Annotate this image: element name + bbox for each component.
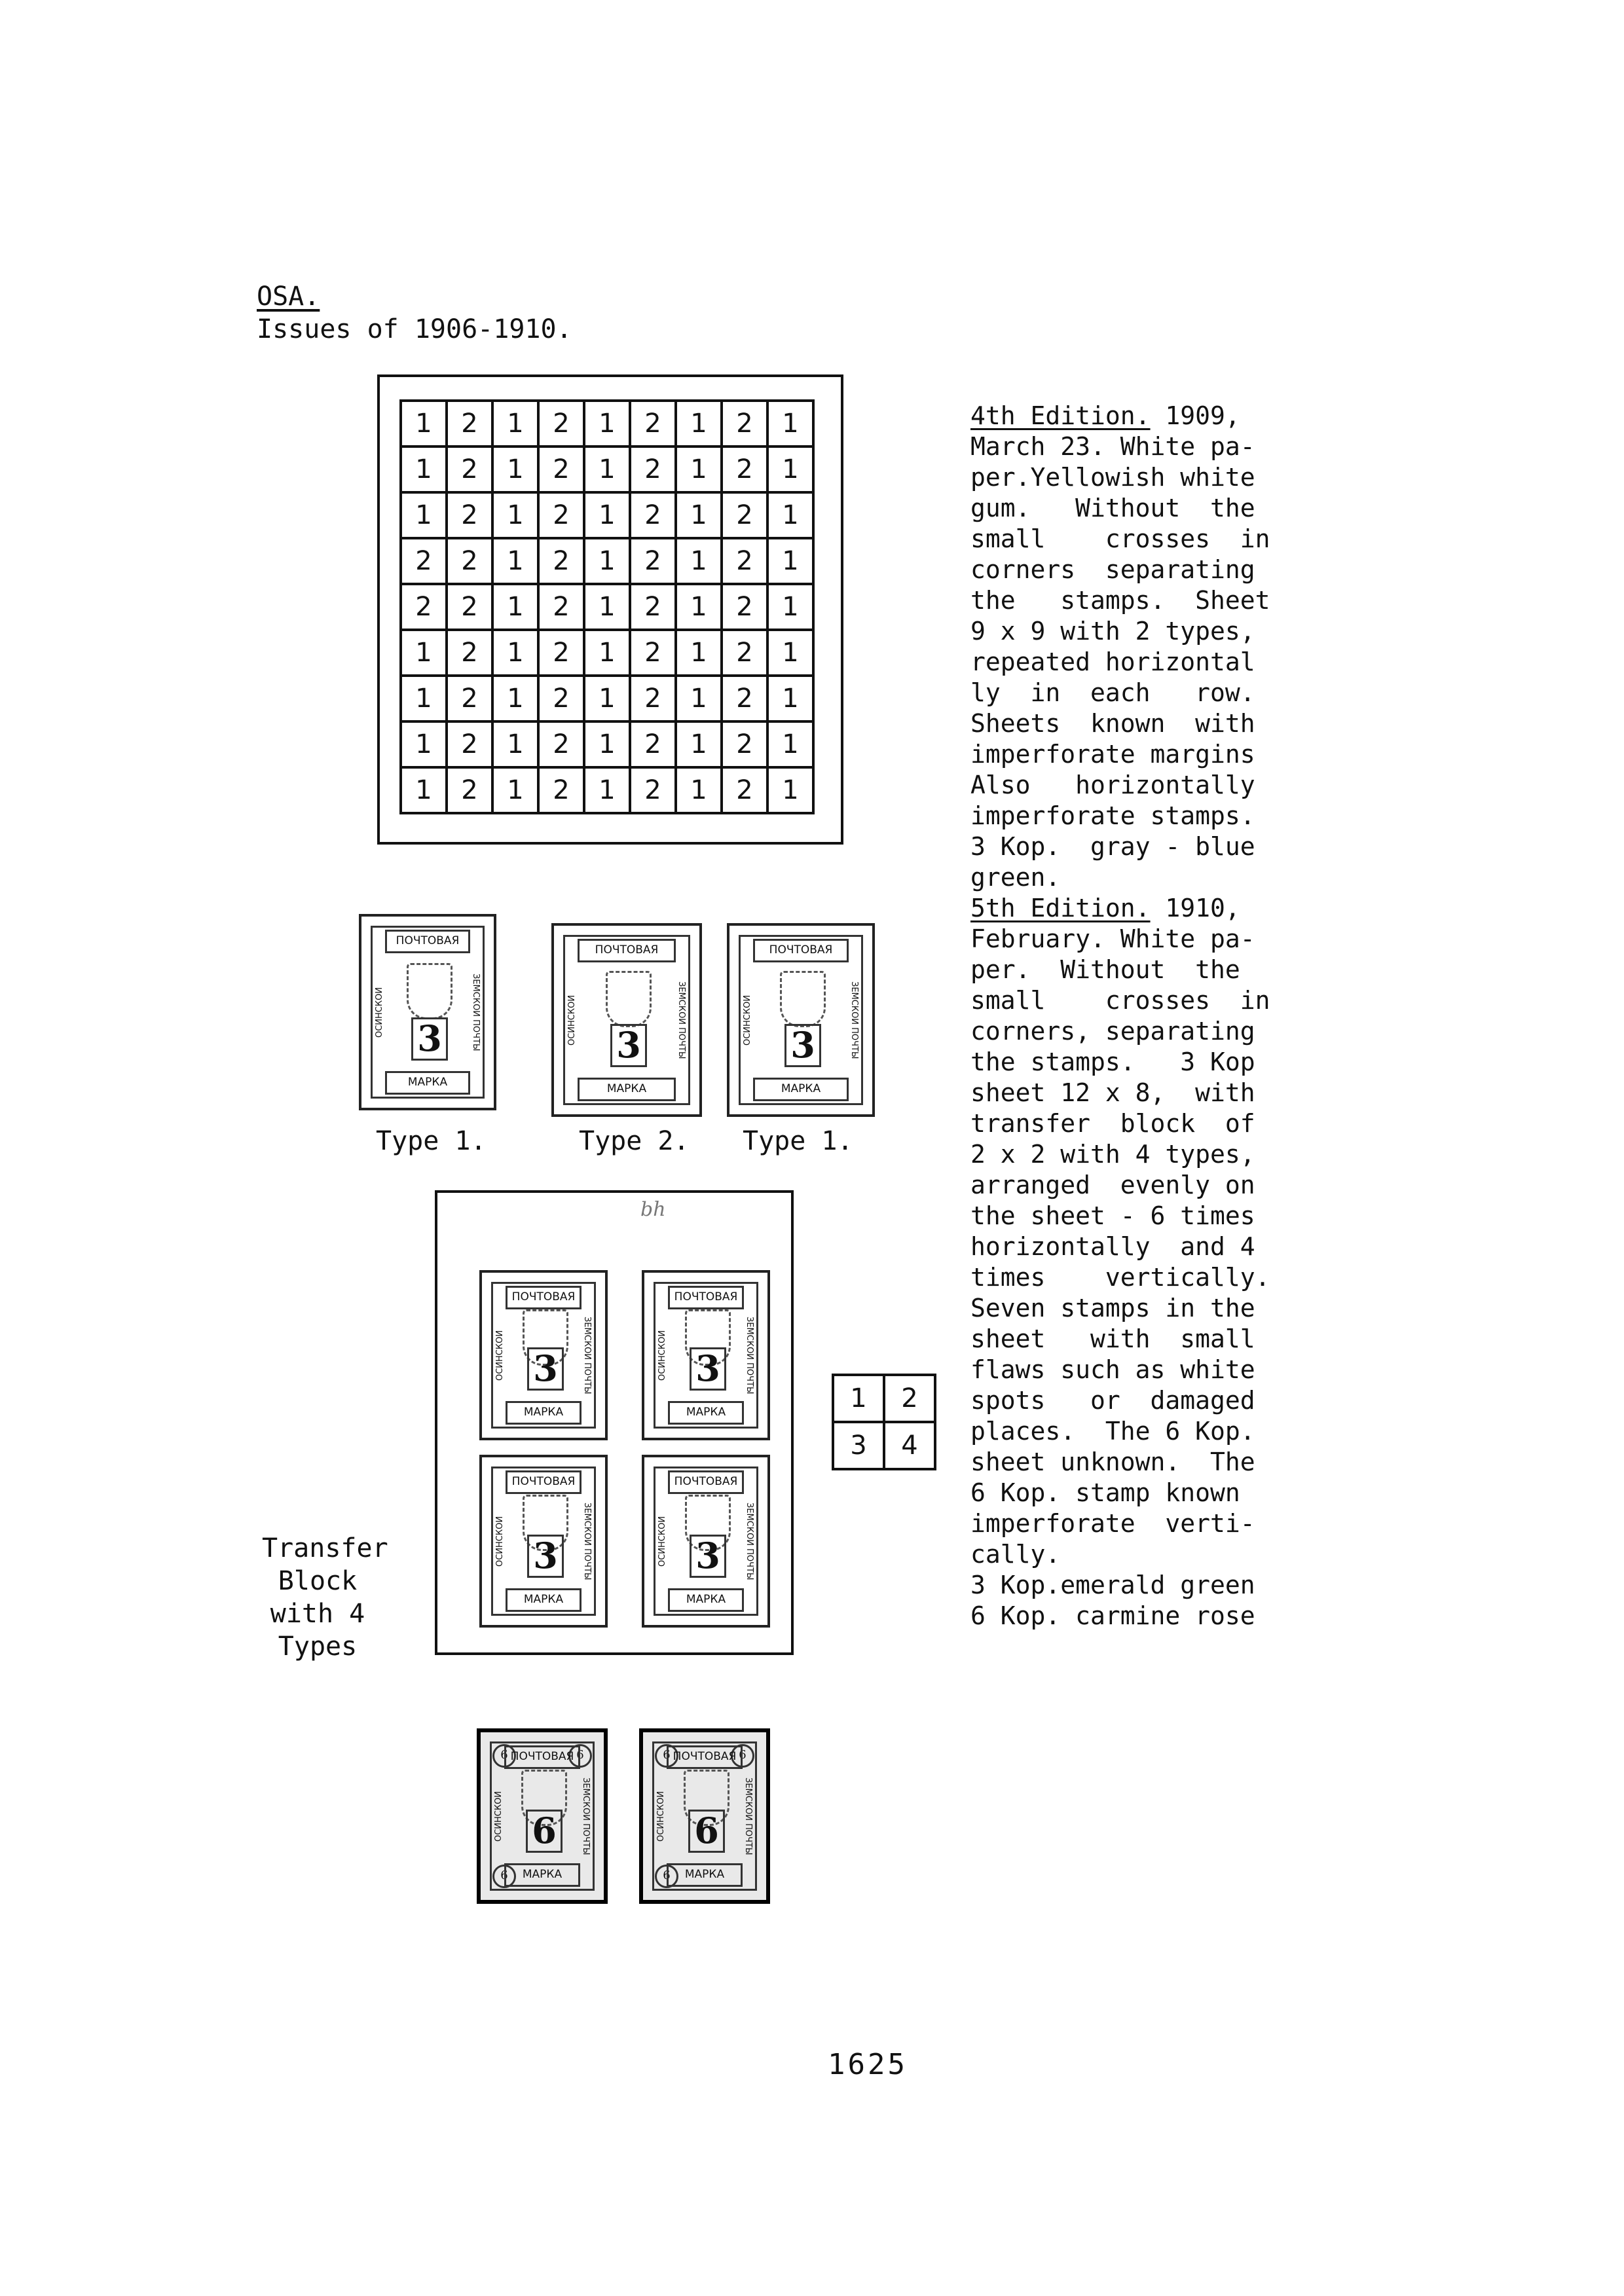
grid-cell: 2 <box>447 538 492 584</box>
ed5-line: 6 Kop. stamp known <box>970 1478 1240 1507</box>
ed5-line: February. White pa- <box>970 924 1255 953</box>
key-cell: 3 <box>833 1422 884 1469</box>
grid-cell: 2 <box>722 676 767 721</box>
grid-cell: 2 <box>538 401 584 446</box>
ed5-line: spots or damaged <box>970 1386 1255 1415</box>
coat-of-arms-icon <box>407 963 452 1019</box>
stamp-top-label: ПОЧТОВАЯ <box>506 1286 581 1309</box>
grid-cell: 2 <box>722 538 767 584</box>
stamp-right-label: ЗЕМСКОЙ ПОЧТЫ <box>582 1502 592 1580</box>
grid-cell: 2 <box>447 584 492 630</box>
ed4-line: green. <box>970 863 1061 892</box>
grid-cell: 1 <box>584 401 630 446</box>
grid-cell: 1 <box>676 630 722 676</box>
ed5-line: the stamps. 3 Kop <box>970 1048 1255 1076</box>
stamp-right-label: ЗЕМСКОЙ ПОЧТЫ <box>743 1777 753 1855</box>
corner-value: 6 <box>731 1744 754 1768</box>
grid-cell: 1 <box>492 584 538 630</box>
ed5-line: 6 Kop. carmine rose <box>970 1601 1255 1630</box>
stamp-top-label: ПОЧТОВАЯ <box>504 1745 580 1769</box>
stamp-6-kop-left <box>477 1728 608 1904</box>
ed5-line: horizontally and 4 <box>970 1232 1255 1261</box>
ed4-line: small crosses in <box>970 524 1270 553</box>
stamp-value: 3 <box>411 1017 448 1061</box>
ed4-line: repeated horizontal <box>970 647 1255 676</box>
stamp-value: 3 <box>784 1024 821 1067</box>
grid-cell: 2 <box>538 630 584 676</box>
pencil-mark: bh <box>640 1198 666 1221</box>
stamp-top-label: ПОЧТОВАЯ <box>668 1470 744 1494</box>
grid-cell: 2 <box>630 492 676 538</box>
ed4-line: Also horizontally <box>970 771 1255 799</box>
grid-cell: 1 <box>492 721 538 767</box>
grid-cell: 1 <box>584 630 630 676</box>
grid-cell: 2 <box>447 767 492 813</box>
ed4-line: March 23. White pa- <box>970 432 1255 461</box>
stamp-right-label: ЗЕМСКОЙ ПОЧТЫ <box>582 1316 592 1394</box>
grid-cell: 1 <box>767 721 813 767</box>
ed5-line: sheet 12 x 8, with <box>970 1078 1255 1107</box>
grid-row <box>401 630 813 676</box>
ed5-line: times vertically. <box>970 1263 1270 1292</box>
grid-cell: 1 <box>401 401 447 446</box>
grid-cell: 1 <box>401 767 447 813</box>
ed4-line: ly in each row. <box>970 678 1255 707</box>
caption-type-2: Type 2. <box>579 1126 690 1156</box>
stamp-value: 3 <box>527 1535 564 1578</box>
key-row <box>833 1422 935 1469</box>
grid-cell: 2 <box>447 492 492 538</box>
grid-row <box>401 401 813 446</box>
transfer-block-label <box>262 1532 388 1663</box>
ed5-line: 3 Kop.emerald green <box>970 1571 1255 1599</box>
grid-cell: 1 <box>676 446 722 492</box>
stamp-top-label: ПОЧТОВАЯ <box>385 930 470 953</box>
ed5-line: per. Without the <box>970 955 1240 984</box>
corner-value: 6 <box>492 1744 516 1768</box>
ed5-heading: 5th Edition. <box>970 894 1151 922</box>
grid-cell: 2 <box>630 721 676 767</box>
page-title-block <box>257 280 572 346</box>
grid-cell: 2 <box>447 676 492 721</box>
grid-cell: 1 <box>584 676 630 721</box>
ed4-line: imperforate margins <box>970 740 1255 769</box>
edition-description <box>970 401 1324 1631</box>
transfer-stamp-3 <box>479 1455 608 1628</box>
grid-cell: 1 <box>676 401 722 446</box>
label-line: Types <box>278 1631 358 1662</box>
stamp-value: 6 <box>688 1810 725 1853</box>
stamp-value: 3 <box>690 1535 726 1578</box>
ed5-line: cally. <box>970 1540 1061 1569</box>
grid-cell: 1 <box>676 584 722 630</box>
grid-row <box>401 584 813 630</box>
grid-cell: 2 <box>538 767 584 813</box>
transfer-type-key <box>832 1374 936 1470</box>
grid-cell: 1 <box>767 401 813 446</box>
grid-cell: 2 <box>630 767 676 813</box>
ed5-line: sheet with small <box>970 1324 1255 1353</box>
ed5-year: 1910, <box>1150 894 1240 922</box>
stamp-left-label: ОСИНСКОЙ <box>567 994 577 1046</box>
grid-cell: 2 <box>447 630 492 676</box>
grid-cell: 1 <box>492 446 538 492</box>
stamp-right-label: ЗЕМСКОЙ ПОЧТЫ <box>676 981 686 1059</box>
stamp-type-2 <box>551 923 702 1117</box>
ed4-line: per.Yellowish white <box>970 463 1255 492</box>
stamp-value: 3 <box>527 1347 564 1391</box>
grid-cell: 1 <box>676 538 722 584</box>
stamp-type-1-right <box>727 923 875 1117</box>
label-line: with 4 <box>270 1599 365 1629</box>
stamp-top-label: ПОЧТОВАЯ <box>668 1286 744 1309</box>
stamp-top-label: ПОЧТОВАЯ <box>578 939 676 962</box>
stamp-right-label: ЗЕМСКОЙ ПОЧТЫ <box>745 1502 754 1580</box>
grid-cell: 1 <box>584 492 630 538</box>
ed4-line: the stamps. Sheet <box>970 586 1270 615</box>
stamp-6-kop-right <box>639 1728 770 1904</box>
key-cell: 1 <box>833 1375 884 1422</box>
grid-cell: 2 <box>722 584 767 630</box>
stamp-bottom-label: МАРКА <box>506 1401 581 1425</box>
grid-cell: 2 <box>722 767 767 813</box>
transfer-stamp-4 <box>642 1455 770 1628</box>
stamp-left-label: ОСИНСКОЙ <box>657 1330 667 1381</box>
corner-value: 6 <box>492 1865 516 1888</box>
stamp-right-label: ЗЕМСКОЙ ПОЧТЫ <box>581 1777 591 1855</box>
grid-cell: 2 <box>538 721 584 767</box>
ed4-text <box>970 431 1324 893</box>
ed5-line: arranged evenly on <box>970 1171 1255 1199</box>
grid-cell: 2 <box>401 584 447 630</box>
stamp-value: 3 <box>610 1024 647 1067</box>
corner-value: 6 <box>568 1744 592 1768</box>
ed5-line: places. The 6 Kop. <box>970 1417 1255 1446</box>
page-number: 1625 <box>828 2048 908 2081</box>
ed5-heading-line <box>970 893 1324 924</box>
stamp-left-label: ОСИНСКОЙ <box>495 1516 505 1567</box>
corner-value: 6 <box>655 1865 678 1888</box>
grid-cell: 1 <box>584 721 630 767</box>
grid-cell: 1 <box>584 584 630 630</box>
stamp-left-label: ОСИНСКОЙ <box>375 987 384 1038</box>
grid-cell: 1 <box>767 584 813 630</box>
grid-cell: 2 <box>538 492 584 538</box>
stamp-top-label: ПОЧТОВАЯ <box>667 1745 743 1769</box>
grid-row <box>401 676 813 721</box>
grid-cell: 1 <box>767 492 813 538</box>
grid-cell: 1 <box>767 446 813 492</box>
stamp-bottom-label: МАРКА <box>506 1588 581 1612</box>
grid-cell: 1 <box>492 630 538 676</box>
stamp-left-label: ОСИНСКОЙ <box>657 1516 667 1567</box>
stamp-right-label: ЗЕМСКОЙ ПОЧТЫ <box>849 981 859 1059</box>
grid-cell: 1 <box>767 538 813 584</box>
ed4-line: imperforate stamps. <box>970 801 1255 830</box>
grid-cell: 1 <box>767 676 813 721</box>
grid-cell: 2 <box>722 401 767 446</box>
ed4-line: 9 x 9 with 2 types, <box>970 617 1255 646</box>
grid-cell: 2 <box>630 630 676 676</box>
key-cell: 2 <box>884 1375 935 1422</box>
ed5-line: 2 x 2 with 4 types, <box>970 1140 1255 1169</box>
stamp-top-label: ПОЧТОВАЯ <box>506 1470 581 1494</box>
stamp-type-1-left <box>359 914 496 1110</box>
grid-cell: 1 <box>492 767 538 813</box>
stamp-value: 6 <box>526 1810 563 1853</box>
grid-cell: 1 <box>492 492 538 538</box>
label-line: Block <box>278 1566 358 1596</box>
grid-cell: 2 <box>447 721 492 767</box>
caption-type-1-left: Type 1. <box>376 1126 487 1156</box>
ed4-heading-line <box>970 401 1324 431</box>
grid-cell: 2 <box>447 401 492 446</box>
grid-cell: 2 <box>630 446 676 492</box>
stamp-value: 3 <box>690 1347 726 1391</box>
grid-cell: 1 <box>492 538 538 584</box>
ed5-line: sheet unknown. The <box>970 1448 1255 1476</box>
grid-cell: 1 <box>492 676 538 721</box>
stamp-top-label: ПОЧТОВАЯ <box>753 939 849 962</box>
stamp-bottom-label: МАРКА <box>753 1078 849 1101</box>
ed5-line: imperforate verti- <box>970 1509 1255 1538</box>
ed5-line: flaws such as white <box>970 1355 1255 1384</box>
grid-cell: 2 <box>538 584 584 630</box>
ed5-line: transfer block of <box>970 1109 1255 1138</box>
key-row <box>833 1375 935 1422</box>
grid-cell: 2 <box>630 401 676 446</box>
ed4-line: Sheets known with <box>970 709 1255 738</box>
grid-cell: 2 <box>538 538 584 584</box>
grid-cell: 2 <box>630 538 676 584</box>
grid-cell: 2 <box>722 630 767 676</box>
ed4-line: gum. Without the <box>970 494 1255 522</box>
grid-cell: 1 <box>676 721 722 767</box>
label-line: Transfer <box>262 1533 388 1563</box>
grid-cell: 2 <box>722 492 767 538</box>
grid-cell: 1 <box>401 721 447 767</box>
grid-cell: 2 <box>401 538 447 584</box>
grid-cell: 1 <box>584 446 630 492</box>
grid-row <box>401 767 813 813</box>
ed5-text <box>970 924 1324 1631</box>
grid-cell: 2 <box>538 676 584 721</box>
grid-cell: 1 <box>584 538 630 584</box>
grid-cell: 2 <box>630 676 676 721</box>
grid-row <box>401 446 813 492</box>
stamp-left-label: ОСИНСКОЙ <box>494 1791 504 1842</box>
stamp-right-label: ЗЕМСКОЙ ПОЧТЫ <box>745 1316 754 1394</box>
key-cell: 4 <box>884 1422 935 1469</box>
ed5-line: corners, separating <box>970 1017 1255 1046</box>
grid-cell: 1 <box>401 630 447 676</box>
ed5-line: Seven stamps in the <box>970 1294 1255 1322</box>
caption-type-1-right: Type 1. <box>743 1126 853 1156</box>
ed5-line: small crosses in <box>970 986 1270 1015</box>
stamp-bottom-label: МАРКА <box>578 1078 676 1101</box>
grid-cell: 2 <box>630 584 676 630</box>
stamp-left-label: ОСИНСКОЙ <box>743 994 752 1046</box>
corner-value: 6 <box>655 1744 678 1768</box>
coat-of-arms-icon <box>780 971 826 1027</box>
grid-cell: 1 <box>676 492 722 538</box>
grid-cell: 1 <box>401 492 447 538</box>
stamp-bottom-label: МАРКА <box>668 1588 744 1612</box>
grid-cell: 1 <box>492 401 538 446</box>
grid-cell: 2 <box>722 721 767 767</box>
grid-cell: 1 <box>401 446 447 492</box>
transfer-stamp-2 <box>642 1270 770 1440</box>
coat-of-arms-icon <box>606 971 652 1027</box>
transfer-stamp-1 <box>479 1270 608 1440</box>
stamp-left-label: ОСИНСКОЙ <box>656 1791 666 1842</box>
grid-cell: 1 <box>676 676 722 721</box>
grid-cell: 1 <box>584 767 630 813</box>
grid-cell: 2 <box>722 446 767 492</box>
grid-row <box>401 721 813 767</box>
issues-subtitle: Issues of 1906-1910. <box>257 314 572 344</box>
ed4-line: 3 Kop. gray - blue <box>970 832 1255 861</box>
sheet-type-grid <box>399 399 815 814</box>
ed5-line: the sheet - 6 times <box>970 1201 1255 1230</box>
grid-cell: 1 <box>767 630 813 676</box>
grid-cell: 2 <box>447 446 492 492</box>
grid-cell: 1 <box>401 676 447 721</box>
ed4-line: corners separating <box>970 555 1255 584</box>
grid-cell: 1 <box>676 767 722 813</box>
stamp-bottom-label: МАРКА <box>504 1863 580 1887</box>
grid-row <box>401 538 813 584</box>
stamp-left-label: ОСИНСКОЙ <box>495 1330 505 1381</box>
grid-row <box>401 492 813 538</box>
stamp-bottom-label: МАРКА <box>667 1863 743 1887</box>
stamp-bottom-label: МАРКА <box>668 1401 744 1425</box>
place-title: OSA. <box>257 282 320 312</box>
ed4-heading: 4th Edition. <box>970 401 1151 430</box>
stamp-bottom-label: МАРКА <box>385 1071 470 1095</box>
grid-cell: 2 <box>538 446 584 492</box>
grid-cell: 1 <box>767 767 813 813</box>
stamp-right-label: ЗЕМСКОЙ ПОЧТЫ <box>471 973 481 1051</box>
ed4-year: 1909, <box>1150 401 1240 430</box>
